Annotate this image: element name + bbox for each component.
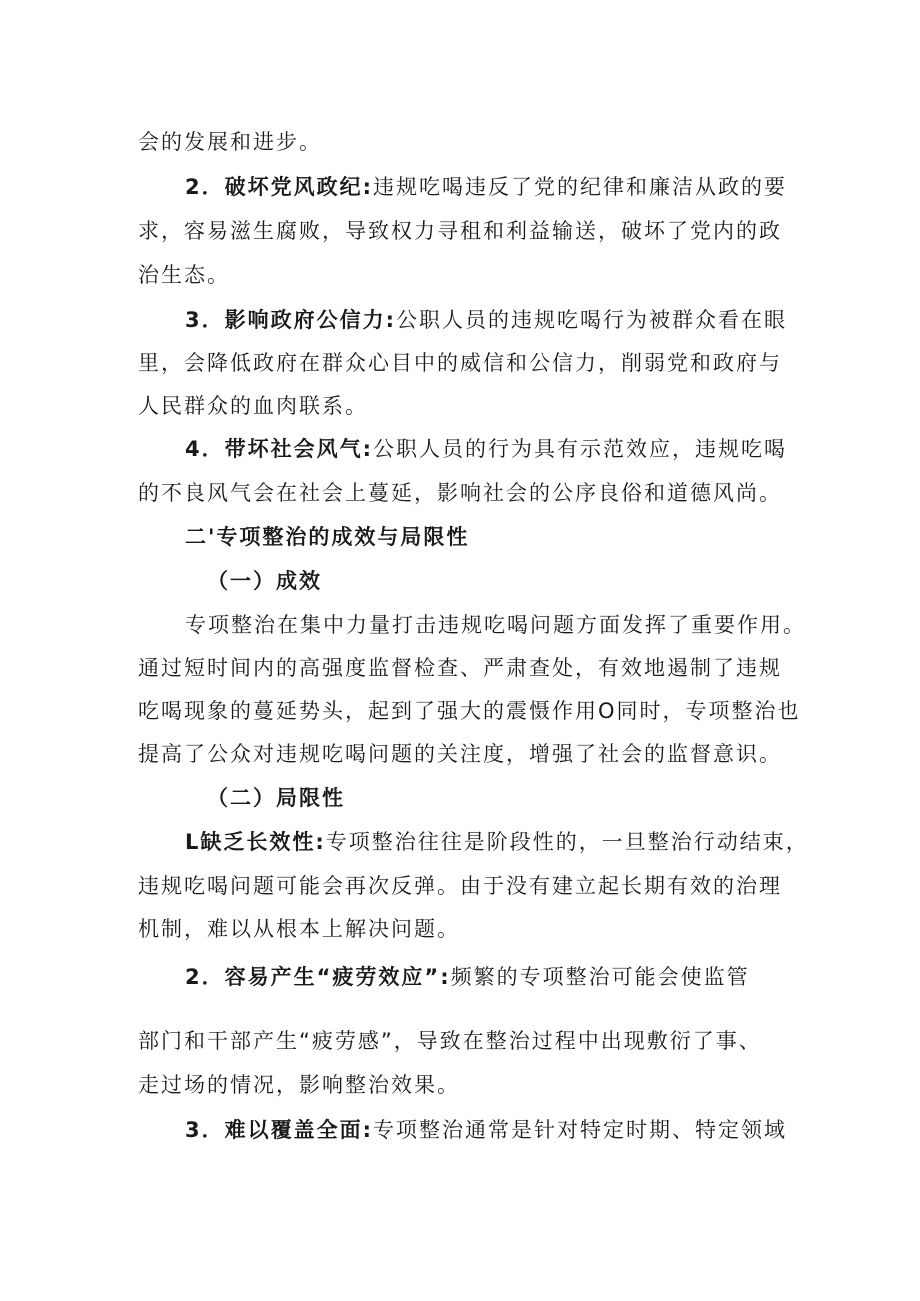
paragraph-line xyxy=(138,914,460,944)
bold-lead: 2．破坏党风政纪: xyxy=(185,175,374,199)
paragraph-line xyxy=(138,260,230,290)
list-item-heading xyxy=(185,434,787,464)
paragraph-line xyxy=(138,653,782,683)
paragraph-line xyxy=(138,739,782,769)
heading-text: （二）局限性 xyxy=(207,786,345,810)
line-text: 部门和干部产生“疲劳感”，导致在整治过程中出现敷衍了事、 xyxy=(138,1029,762,1053)
paragraph-line xyxy=(138,127,322,157)
line-text: 违规吃喝违反了党的纪律和廉洁从政的要 xyxy=(373,175,788,199)
paragraph-line xyxy=(138,696,801,726)
list-item-heading xyxy=(185,1115,787,1145)
list-item-heading xyxy=(185,962,750,992)
paragraph-line xyxy=(185,610,806,640)
line-text: 专项整治在集中力量打击违规吃喝问题方面发挥了重要作用。 xyxy=(185,613,806,637)
list-item-heading xyxy=(185,172,787,202)
line-text: 公职人员的违规吃喝行为被群众看在眼 xyxy=(396,308,788,332)
section-heading xyxy=(185,522,469,552)
paragraph-line xyxy=(138,1026,762,1056)
subsection-heading xyxy=(207,783,345,813)
line-text: 求，容易滋生腐败，导致权力寻租和利益输送，破坏了党内的政 xyxy=(138,219,782,243)
line-text: 频繁的专项整治可能会使监管 xyxy=(450,965,750,989)
line-text: 公职人员的行为具有示范效应，违规吃喝 xyxy=(373,437,788,461)
paragraph-line xyxy=(138,478,782,508)
line-text: 通过短时间内的高强度监督检查、严肃查处，有效地遏制了违规 xyxy=(138,656,782,680)
heading-text: （一）成效 xyxy=(207,569,322,593)
bold-lead: 2．容易产生“疲劳效应”: xyxy=(185,965,451,989)
line-text: 专项整治往往是阶段性的，一旦整治行动结束， xyxy=(325,830,809,854)
line-text: 的不良风气会在社会上蔓延，影响社会的公序良俗和道德风尚。 xyxy=(138,481,782,505)
paragraph-line xyxy=(138,871,782,901)
line-text: 会的发展和进步。 xyxy=(138,130,322,154)
paragraph-line xyxy=(138,391,368,421)
line-text: 吃喝现象的蔓延势头，起到了强大的震慑作用O同时，专项整治也 xyxy=(138,699,801,723)
paragraph-line xyxy=(138,1070,460,1100)
line-text: 机制，难以从根本上解决问题。 xyxy=(138,917,460,941)
paragraph-line xyxy=(138,216,782,246)
heading-text: 二'专项整治的成效与局限性 xyxy=(185,525,470,549)
paragraph-line xyxy=(138,348,782,378)
bold-lead: L缺乏长效性: xyxy=(185,830,326,854)
line-text: 专项整治通常是针对特定时期、特定领域 xyxy=(373,1118,788,1142)
line-text: 走过场的情况，影响整治效果。 xyxy=(138,1073,460,1097)
line-text: 人民群众的血肉联系。 xyxy=(138,394,368,418)
line-text: 里，会降低政府在群众心目中的威信和公信力，削弱党和政府与 xyxy=(138,351,782,375)
subsection-heading xyxy=(207,566,322,596)
list-item-heading xyxy=(185,305,787,335)
list-item-heading xyxy=(185,827,809,857)
line-text: 违规吃喝问题可能会再次反弹。由于没有建立起长期有效的治理 xyxy=(138,874,782,898)
bold-lead: 3．难以覆盖全面: xyxy=(185,1118,374,1142)
bold-lead: 4．带坏社会风气: xyxy=(185,437,374,461)
bold-lead: 3．影响政府公信力: xyxy=(185,308,397,332)
line-text: 提高了公众对违规吃喝问题的关注度，增强了社会的监督意识。 xyxy=(138,742,782,766)
line-text: 治生态。 xyxy=(138,263,230,287)
